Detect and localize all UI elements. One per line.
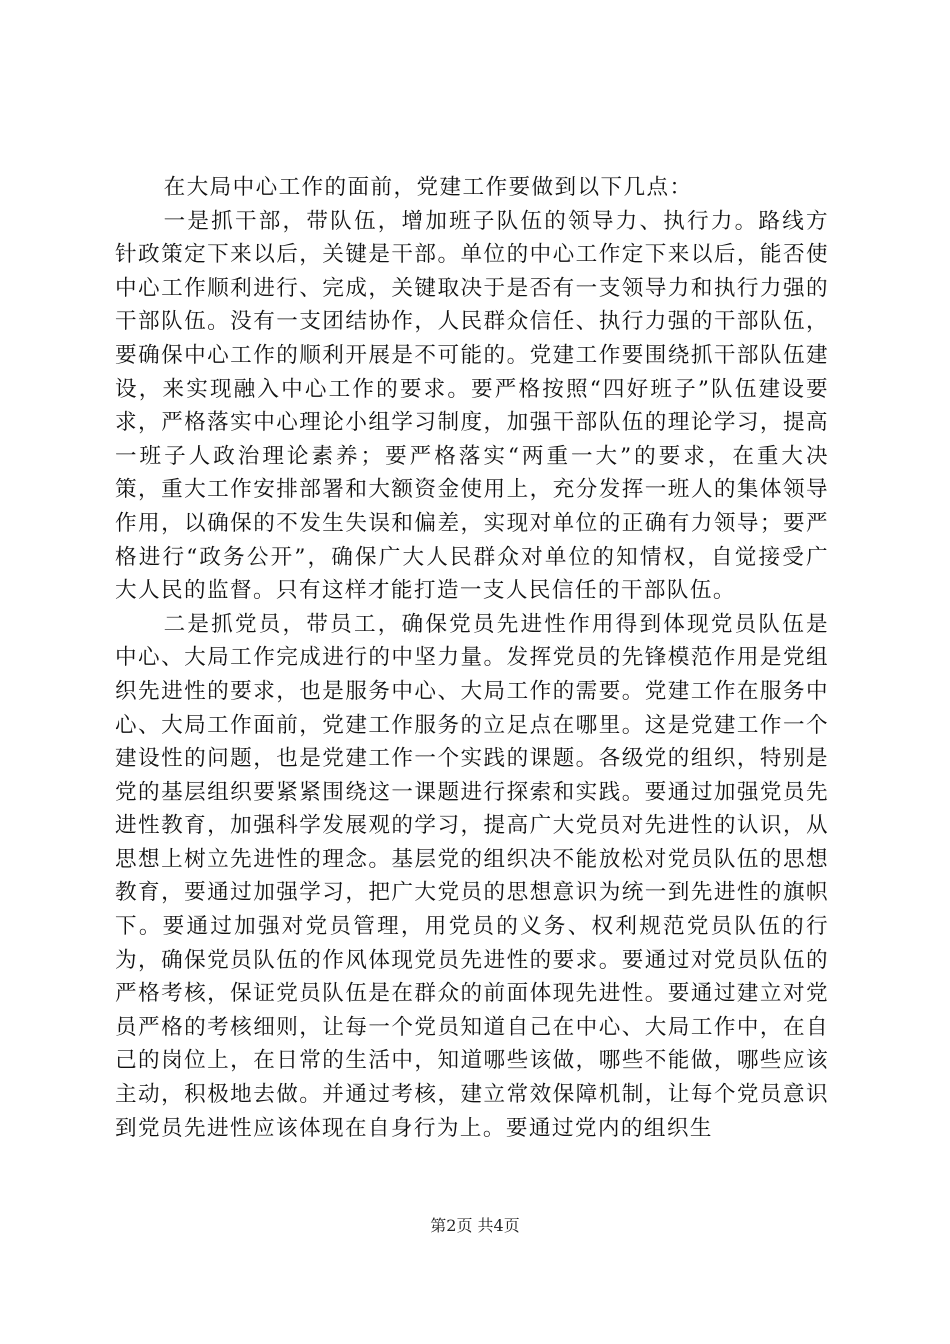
document-body (115, 171, 829, 1145)
paragraph-intro: 在大局中心工作的面前，党建工作要做到以下几点： (163, 175, 693, 200)
paragraph-point-one: 一是抓干部，带队伍，增加班子队伍的领导力、执行力。路线方针政策定下来以后，关键是干部。单位的中心工作定下来以后，能否使中心工作顺利进行、完成，关键取决于是否有一支领导力和执行力强的干部队伍。没有一支团结协作，人民群众信任、执行力强的干部队伍，要确保中心工作的顺利开展是不可能的。党建工作要围绕抓干部队伍建设，来实现融入中心工作的要求。要严格按照“四好班子”队伍建设要求，严格落实中心理论小组学习制度，加强干部队伍的理论学习，提高一班子人政治理论素养；要严格落实“两重一大”的要求，在重大决策，重大工作安排部署和大额资金使用上，充分发挥一班人的集体领导作用，以确保的不发生失误和偏差，实现对单位的正确有力领导；要严格进行“政务公开”，确保广大人民群众对单位的知情权，自觉接受广大人民的监督。只有这样才能打造一支人民信任的干部队伍。 (115, 208, 829, 604)
paragraph-point-two: 二是抓党员，带员工，确保党员先进性作用得到体现党员队伍是中心、大局工作完成进行的中坚力量。发挥党员的先锋模范作用是党组织先进性的要求，也是服务中心、大局工作的需要。党建工作在服务中心、大局工作面前，党建工作服务的立足点在哪里。这是党建工作一个建设性的问题，也是党建工作一个实践的课题。各级党的组织，特别是党的基层组织要紧紧围绕这一课题进行探索和实践。要通过加强党员先进性教育，加强科学发展观的学习，提高广大党员对先进性的认识，从思想上树立先进性的理念。基层党的组织决不能放松对党员队伍的思想教育，要通过加强学习，把广大党员的思想意识为统一到先进性的旗帜下。要通过加强对党员管理，用党员的义务、权利规范党员队伍的行为，确保党员队伍的作风体现党员先进性的要求。要通过对党员队伍的严格考核，保证党员队伍是在群众的前面体现先进性。要通过建立对党员严格的考核细则，让每一个党员知道自己在中心、大局工作中，在自己的岗位上，在日常的生活中，知道哪些该做，哪些不能做，哪些应该主动，积极地去做。并通过考核，建立常效保障机制，让每个党员意识到党员先进性应该体现在自身行为上。要通过党内的组织生 (115, 611, 829, 1141)
page-number-footer: 第2页 共4页 (430, 1216, 520, 1235)
